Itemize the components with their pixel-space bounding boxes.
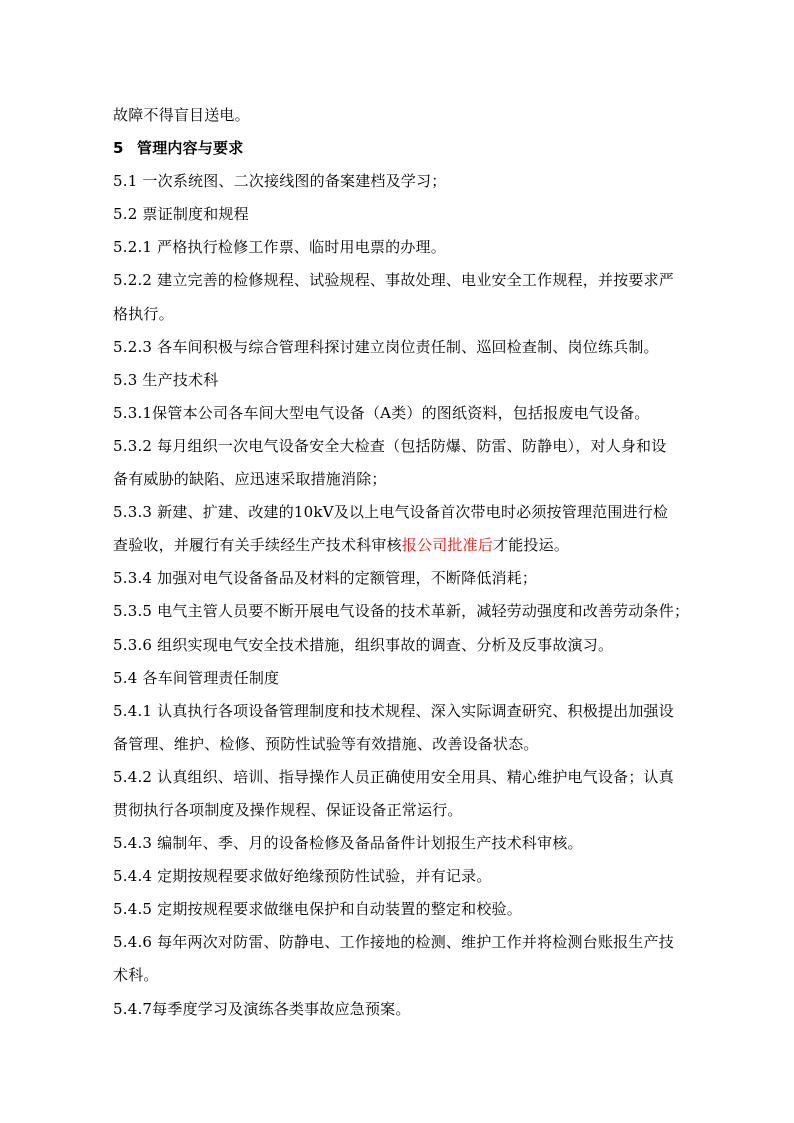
clause-5-4-1-continued: 备管理、维护、检修、预防性试验等有效措施、改善设备状态。	[113, 734, 539, 753]
clause-5-3-5: 5.3.5 电气主管人员要不断开展电气设备的技术革新，减轻劳动强度和改善劳动条件；	[113, 602, 690, 621]
clause-5-3-1: 5.3.1保管本公司各车间大型电气设备（A类）的图纸资料，包括报废电气设备。	[113, 403, 650, 422]
clause-5-4: 5.4 各车间管理责任制度	[113, 668, 280, 687]
clause-5-4-2: 5.4.2 认真组织、培训、指导操作人员正确使用安全用具、精心维护电气设备；认真	[113, 767, 674, 786]
clause-5-4-5: 5.4.5 定期按规程要求做继电保护和自动装置的整定和校验。	[113, 900, 522, 919]
clause-5-3-2: 5.3.2 每月组织一次电气设备安全大检查（包括防爆、防雷、防静电），对人身和设	[113, 436, 667, 455]
section-heading	[113, 132, 703, 165]
clause-5-2-2: 5.2.2 建立完善的检修规程、试验规程、事故处理、电业安全工作规程，并按要求严	[113, 271, 674, 290]
clause-5-4-3: 5.4.3 编制年、季、月的设备检修及备品备件计划报生产技术科审核。	[113, 834, 583, 853]
clause-5-3-3: 5.3.3 新建、扩建、改建的10kV及以上电气设备首次带电时必须按管理范围进行检	[113, 503, 669, 522]
clause-5-3: 5.3 生产技术科	[113, 370, 219, 389]
clause-5-4-4: 5.4.4 定期按规程要求做好绝缘预防性试验，并有记录。	[113, 867, 492, 886]
clause-5-3-2-continued: 备有威胁的缺陷、应迅速采取措施消除；	[113, 470, 387, 489]
clause-5-4-1: 5.4.1 认真执行各项设备管理制度和技术规程、深入实际调查研究、积极提出加强设	[113, 701, 674, 720]
clause-text: 才能投运。	[493, 536, 570, 555]
clause-5-4-6: 5.4.6 每年两次对防雷、防静电、工作接地的检测、维护工作并将检测台账报生产技	[113, 933, 674, 952]
clause-5-2-1: 5.2.1 严格执行检修工作票、临时用电票的办理。	[113, 238, 446, 257]
clause-5-3-6: 5.3.6 组织实现电气安全技术措施，组织事故的调查、分析及反事故演习。	[113, 635, 614, 654]
clause-5-3-3-continued	[113, 529, 703, 562]
document-body	[113, 99, 703, 1026]
clause-5-4-7: 5.4.7每季度学习及演练各类事故应急预案。	[113, 999, 411, 1018]
clause-5-2-2-continued: 格执行。	[113, 304, 174, 323]
highlighted-text: 报公司批准后	[401, 536, 494, 555]
section-title: 管理内容与要求	[137, 139, 244, 158]
clause-text: 查验收，并履行有关手续经生产技术科审核	[113, 536, 402, 555]
paragraph-line: 故障不得盲目送电。	[113, 106, 250, 124]
clause-5-2: 5.2 票证制度和规程	[113, 205, 249, 224]
clause-5-2-3: 5.2.3 各车间积极与综合管理科探讨建立岗位责任制、巡回检查制、岗位练兵制。	[113, 337, 659, 356]
clause-5-4-2-continued: 贯彻执行各项制度及操作规程、保证设备正常运行。	[113, 800, 463, 819]
clause-5-1: 5.1 一次系统图、二次接线图的备案建档及学习；	[113, 172, 447, 191]
clause-5-4-6-continued: 术科。	[113, 966, 159, 985]
clause-5-3-4: 5.3.4 加强对电气设备备品及材料的定额管理，不断降低消耗；	[113, 569, 538, 588]
section-number: 5	[113, 139, 124, 158]
